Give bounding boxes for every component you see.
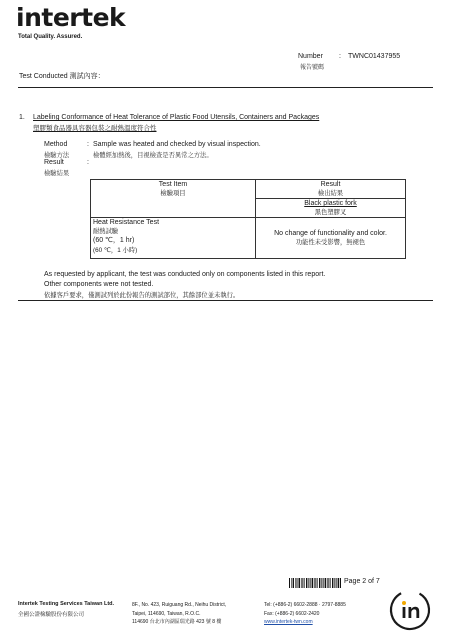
method-label: Method: [44, 141, 68, 148]
test-item-line-3: (60 ℃，1 hr): [93, 237, 135, 244]
header-test-item-en: Test Item: [158, 181, 188, 188]
footer-address: [132, 601, 262, 627]
result-separator: :: [87, 159, 89, 166]
footer-company: Intertek Testing Services Taiwan Ltd.: [18, 601, 115, 607]
page-number: Page 2 of 7: [344, 578, 380, 585]
table-header-row: [91, 180, 406, 199]
logo-text-a: int: [16, 3, 53, 32]
test-item-line-4: (60 ℃，1 小時): [93, 247, 138, 254]
results-table: [90, 179, 406, 259]
barcode-icon: [289, 578, 341, 588]
test-conducted-label: Test Conducted 測試內容：: [19, 73, 105, 80]
test-result-cn: 功能性未受影響，無褪色: [295, 239, 366, 246]
header-test-item-cn: 檢驗項目: [160, 190, 186, 197]
method-separator: :: [87, 141, 89, 148]
sample-name: Black plastic fork: [304, 200, 357, 207]
section-title-cn: 塑膠類食品器具容器包裝之耐熱溫度符合性: [33, 125, 157, 132]
header-divider: [18, 87, 433, 88]
footer-address-line-2: Taipei, 114690, Taiwan, R.O.C.: [132, 610, 201, 617]
test-item-cell: [91, 218, 256, 259]
logo-text-b: ertek: [52, 3, 126, 32]
footer-website-link[interactable]: www.intertek-twn.com: [264, 619, 313, 625]
report-number-label: Number: [298, 53, 323, 60]
method-text: Sample was heated and checked by visual inspection.: [93, 141, 261, 148]
report-number-value: TWNC01437955: [348, 53, 401, 60]
table-row: [91, 218, 406, 259]
header-result-en: Result: [320, 181, 341, 188]
test-item-line-2: 耐熱試驗: [93, 228, 119, 235]
header-test-item: [91, 180, 256, 218]
method-text-cn: 檢體經加熱後，目視檢查是否異常之方法。: [93, 152, 213, 159]
note-line-1: As requested by applicant, the test was conducted only on components listed in this report.: [44, 271, 326, 278]
footer-fax: Fax: (+886-2) 6602-2420: [264, 610, 320, 617]
sample-name-cell: [256, 199, 406, 218]
footer-contact: [264, 601, 359, 627]
test-result-cell: [256, 218, 406, 259]
note-line-2: Other components were not tested.: [44, 281, 154, 288]
footer-company-cn: 全國公證檢驗股份有限公司: [18, 612, 85, 618]
section-index: 1.: [19, 114, 25, 121]
footer-address-line-3: 114690 台北市內湖區瑞光路 423 號 8 樓: [132, 619, 222, 625]
header-result-cn: 檢出結果: [317, 190, 344, 197]
test-result: No change of functionality and color.: [274, 230, 387, 237]
report-number-label-cn: 報告號碼: [300, 65, 325, 71]
intertek-in-badge-icon: [388, 588, 432, 632]
footer-tel: Tel: (+886-2) 6602-2888 · 2797-8885: [264, 602, 346, 608]
footer-address-line-1: 8F., No. 423, Ruiguang Rd., Neihu District,: [132, 602, 227, 608]
sample-name-cn: 黑色塑膠叉: [314, 209, 347, 216]
intertek-logo: [16, 5, 125, 31]
section-title: Labeling Conformance of Heat Tolerance of Plastic Food Utensils, Containers and Packages: [33, 114, 320, 121]
report-number-separator: :: [339, 53, 341, 60]
section-divider: [18, 300, 433, 301]
result-label: Result: [44, 159, 64, 166]
logo-tagline: Total Quality. Assured.: [18, 34, 83, 40]
result-label-cn: 檢驗結果: [44, 170, 70, 177]
header-result: [256, 180, 406, 199]
note-line-3: 依據客戶要求，僅測試列於此份報告的測試部位，其餘部位並未執行。: [44, 292, 240, 299]
test-item-line-1: Heat Resistance Test: [93, 219, 160, 226]
method-label-cn: 檢驗方法: [44, 152, 70, 159]
